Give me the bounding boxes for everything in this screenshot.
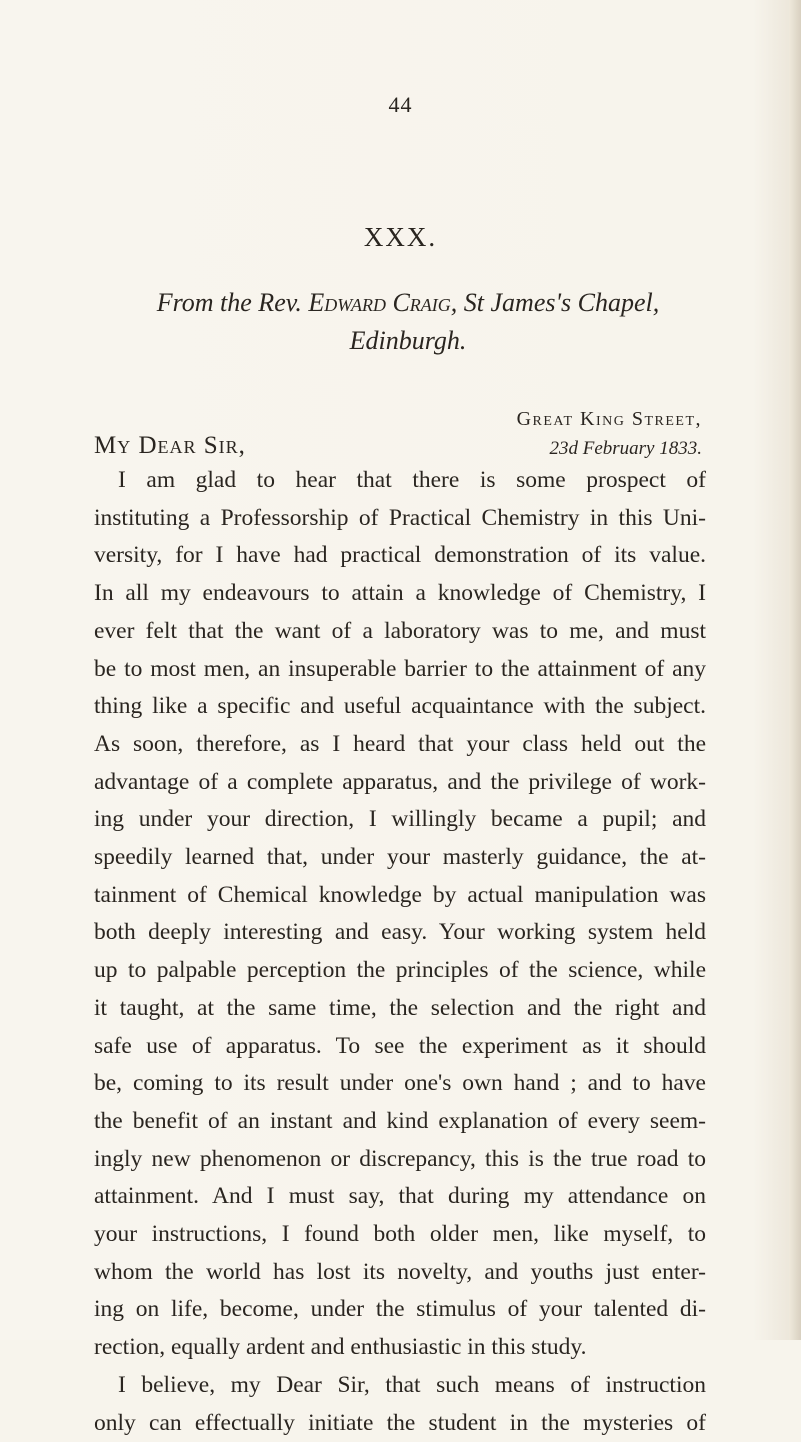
text-line: be, coming to its result under one's own hand ; and to have bbox=[94, 1070, 706, 1097]
heading-city: Edinburgh. bbox=[349, 326, 467, 355]
page-edge bbox=[789, 0, 801, 1340]
text-line: ing on life, become, under the stimulus of your talented di- bbox=[94, 1296, 706, 1323]
text-line: whom the world has lost its novelty, and youths just enter- bbox=[94, 1258, 706, 1285]
heading-place: St James's Chapel, bbox=[463, 288, 660, 317]
text-line: I am glad to hear that there is some prospect of bbox=[118, 467, 706, 493]
text-line: ingly new phenomenon or discrepancy, this is the true road to bbox=[94, 1145, 706, 1172]
text-line: instituting a Professorship of Practical Chemistry in this Uni- bbox=[94, 504, 706, 531]
text-line: attainment. And I must say, that during my attendance on bbox=[94, 1183, 706, 1210]
text-line: In all my endeavours to attain a knowledge of Chemistry, I bbox=[94, 580, 706, 607]
text-line: be to most men, an insuperable barrier to the attainment of any bbox=[94, 655, 706, 682]
page-number: 44 bbox=[388, 92, 413, 117]
text-line: both deeply interesting and easy. Your working system held bbox=[94, 919, 706, 946]
text-line: up to palpable perception the principles of the science, while bbox=[94, 957, 706, 984]
text-line: I believe, my Dear Sir, that such means of instruction bbox=[118, 1371, 706, 1398]
text-line: As soon, therefore, as I heard that your class held out the bbox=[94, 730, 706, 757]
text-line: safe use of apparatus. To see the experiment as it should bbox=[94, 1032, 706, 1059]
heading-from: From the Rev. bbox=[156, 288, 302, 317]
letter-body bbox=[94, 462, 706, 1442]
text-line: the benefit of an instant and kind explanation of every seem- bbox=[94, 1107, 706, 1134]
text-line: rection, equally ardent and enthusiastic in this study. bbox=[94, 1334, 587, 1361]
text-line: your instructions, I found both older men, like myself, to bbox=[94, 1221, 706, 1248]
letter-date: 23d February 1833. bbox=[549, 438, 702, 459]
letter-number: XXX. bbox=[363, 222, 438, 252]
text-line: it taught, at the same time, the selection and the right and bbox=[94, 994, 706, 1021]
letter-heading bbox=[118, 284, 698, 360]
letter-address: Great King Street, bbox=[516, 408, 702, 430]
text-line: ever felt that the want of a laboratory was to me, and must bbox=[94, 617, 706, 644]
text-line: tainment of Chemical knowledge by actual manipulation was bbox=[94, 881, 706, 908]
text-line: only can effectually initiate the student in the mysteries of bbox=[94, 1409, 706, 1436]
text-line: advantage of a complete apparatus, and the privilege of work- bbox=[94, 768, 706, 795]
heading-author-name: Edward Craig, bbox=[308, 288, 458, 317]
text-line: ing under your direction, I willingly became a pupil; and bbox=[94, 806, 706, 833]
text-line: versity, for I have had practical demonstration of its value. bbox=[94, 542, 706, 569]
salutation: My Dear Sir, bbox=[94, 432, 246, 459]
text-line: speedily learned that, under your masterly guidance, the at- bbox=[94, 844, 706, 871]
text-line: thing like a specific and useful acquaintance with the subject. bbox=[94, 693, 706, 720]
